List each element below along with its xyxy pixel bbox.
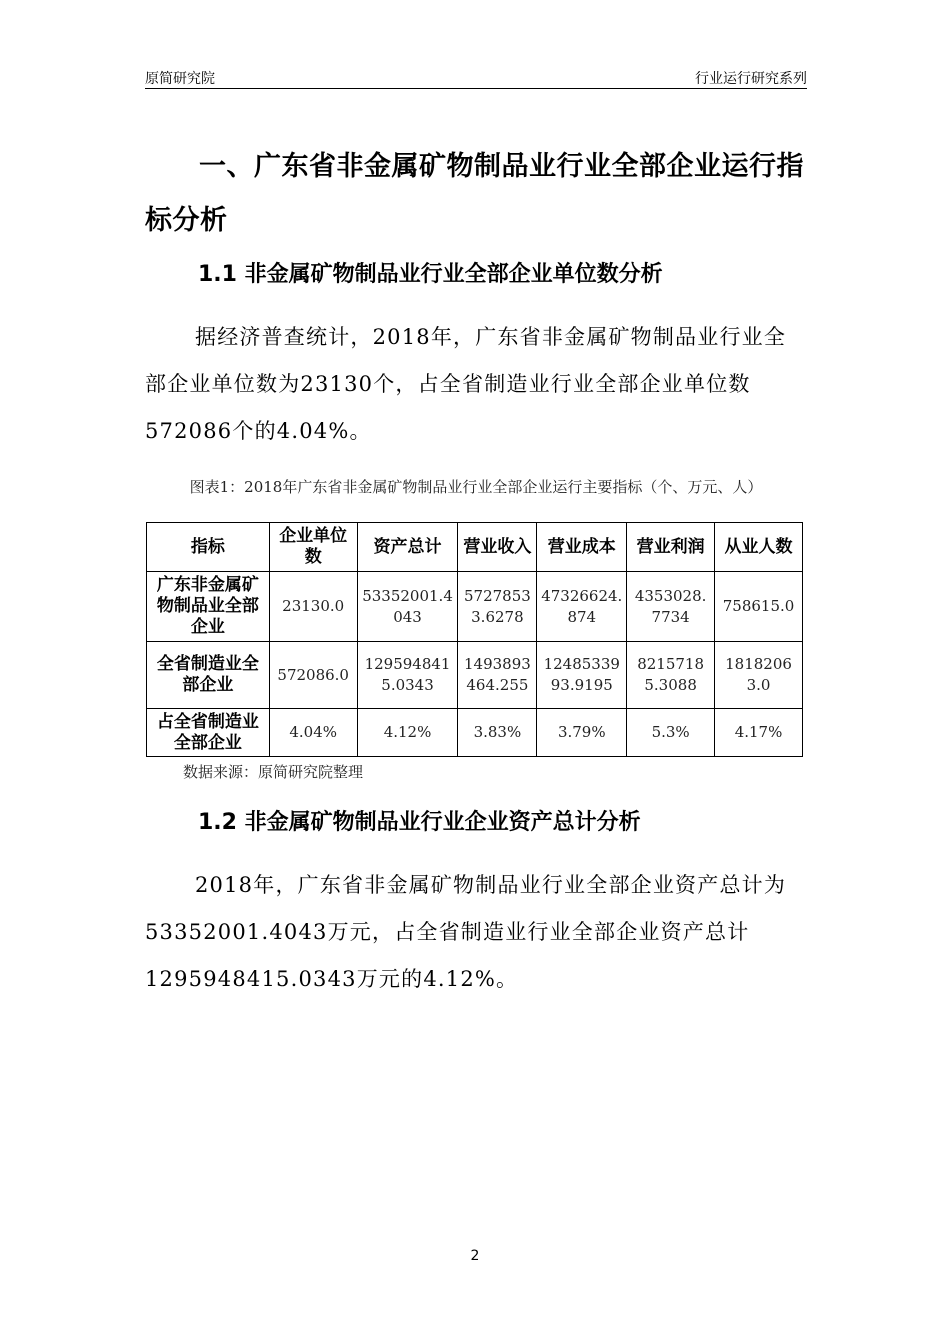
cell-value: 3.79%	[537, 709, 627, 757]
cell-value: 4353028.7734	[627, 572, 715, 642]
col-header: 资产总计	[357, 523, 458, 572]
cell-value: 5.3%	[627, 709, 715, 757]
section-1-2-title: 1.2 非金属矿物制品业行业企业资产总计分析	[198, 810, 641, 835]
cell-value: 18182063.0	[715, 642, 803, 709]
row-label: 全省制造业全部企业	[147, 642, 270, 709]
cell-value: 4.17%	[715, 709, 803, 757]
section-1-1-paragraph: 据经济普查统计，2018年，广东省非金属矿物制品业行业全部企业单位数为23130个，占全省制造业行业全部企业单位数572086个的4.04%。	[145, 325, 787, 443]
cell-value: 1493893464.255	[458, 642, 537, 709]
col-header: 营业收入	[458, 523, 537, 572]
cell-value: 4.04%	[269, 709, 357, 757]
cell-value: 758615.0	[715, 572, 803, 642]
col-header: 企业单位数	[269, 523, 357, 572]
section-1-1-title: 1.1 非金属矿物制品业行业全部企业单位数分析	[198, 262, 663, 287]
page-number: 2	[470, 1248, 480, 1264]
cell-value: 53352001.4043	[357, 572, 458, 642]
cell-value: 57278533.6278	[458, 572, 537, 642]
page-header	[145, 66, 807, 89]
cell-value: 47326624.874	[537, 572, 627, 642]
table-row	[147, 642, 803, 709]
table-row	[147, 709, 803, 757]
table-header-row	[147, 523, 803, 572]
row-label: 占全省制造业全部企业	[147, 709, 270, 757]
col-header: 从业人数	[715, 523, 803, 572]
row-label: 广东非金属矿物制品业全部企业	[147, 572, 270, 642]
cell-value: 82157185.3088	[627, 642, 715, 709]
cell-value: 1295948415.0343	[357, 642, 458, 709]
header-series-name: 行业运行研究系列	[695, 71, 807, 87]
cell-value: 4.12%	[357, 709, 458, 757]
cell-value: 572086.0	[269, 642, 357, 709]
col-header: 营业利润	[627, 523, 715, 572]
indicators-table	[146, 522, 803, 757]
chapter-heading: 一、广东省非金属矿物制品业行业全部企业运行指标分析	[145, 151, 804, 236]
col-header: 营业成本	[537, 523, 627, 572]
cell-value: 1248533993.9195	[537, 642, 627, 709]
section-1-2-paragraph: 2018年，广东省非金属矿物制品业行业全部企业资产总计为53352001.4043万元，占全省制造业行业全部企业资产总计1295948415.0343万元的4.12%。	[145, 873, 787, 991]
cell-value: 3.83%	[458, 709, 537, 757]
col-header: 指标	[147, 523, 270, 572]
table-caption: 图表1：2018年广东省非金属矿物制品业行业全部企业运行主要指标（个、万元、人）	[189, 478, 763, 496]
table-source-note: 数据来源：原简研究院整理	[183, 763, 364, 781]
cell-value: 23130.0	[269, 572, 357, 642]
header-org-name: 原简研究院	[145, 71, 215, 87]
table-row	[147, 572, 803, 642]
